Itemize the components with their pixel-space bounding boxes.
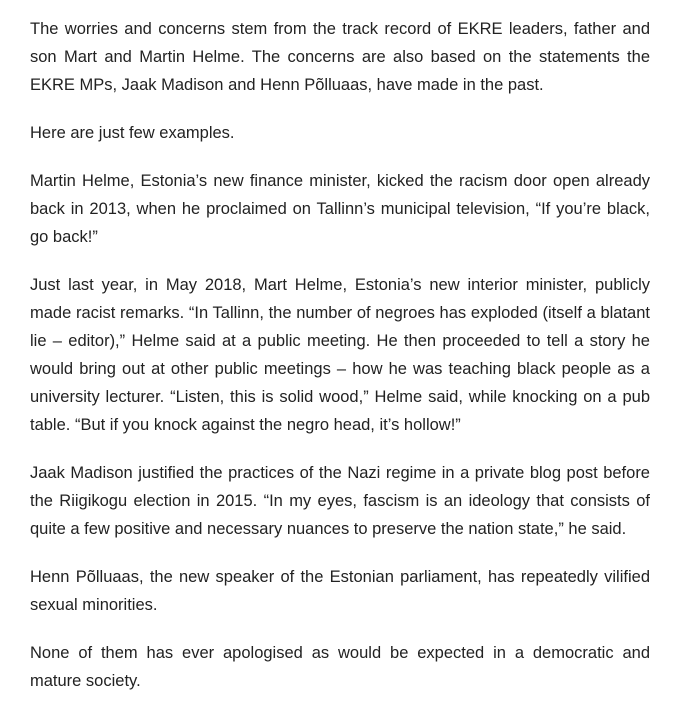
paragraph-henn-polluaas: Henn Põlluaas, the new speaker of the Estonian parliament, has repeatedly vilified sexual minorities. bbox=[30, 568, 650, 614]
article-body bbox=[30, 15, 650, 695]
paragraph-mart-helme: Just last year, in May 2018, Mart Helme, Estonia’s new interior minister, publicly made racist remarks. “In Tallinn, the number of negroes has exploded (itself a blatant lie – editor),” Helme said at a public meeting. He then proceeded to tell a story he would bring out at other public meetings – how he was teaching black people as a university lecturer. “Listen, this is solid wood,” Helme said, while knocking on a pub table. “But if you knock against the negro head, it’s hollow!” bbox=[30, 276, 650, 434]
paragraph-conclusion: None of them has ever apologised as would be expected in a democratic and mature society. bbox=[30, 644, 650, 690]
paragraph-jaak-madison: Jaak Madison justified the practices of the Nazi regime in a private blog post before the Riigikogu election in 2015. “In my eyes, fascism is an ideology that consists of quite a few positive and necessary nuances to preserve the nation state,” he said. bbox=[30, 464, 650, 538]
paragraph-martin-helme: Martin Helme, Estonia’s new finance minister, kicked the racism door open already back in 2013, when he proclaimed on Tallinn’s municipal television, “If you’re black, go back!” bbox=[30, 172, 650, 246]
paragraph-examples-lead: Here are just few examples. bbox=[30, 124, 235, 142]
paragraph-intro: The worries and concerns stem from the track record of EKRE leaders, father and son Mart and Martin Helme. The concerns are also based on the statements the EKRE MPs, Jaak Madison and Henn Põlluaas, have made in the past. bbox=[30, 20, 650, 94]
